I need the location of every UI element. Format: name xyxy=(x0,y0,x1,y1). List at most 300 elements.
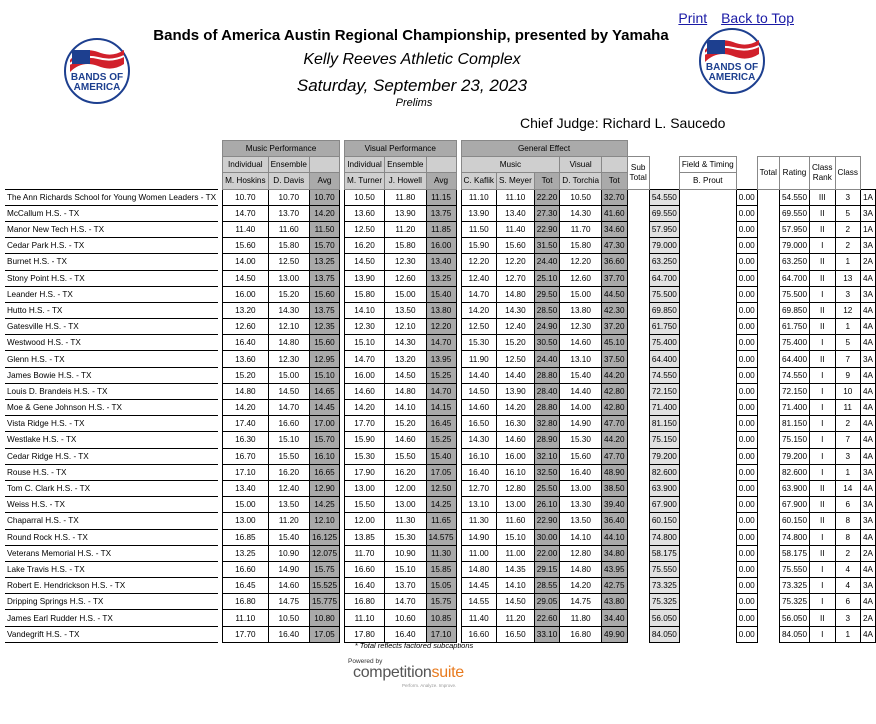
score-cell: 14.40 xyxy=(560,383,602,399)
score-cell: 15.60 xyxy=(309,335,339,351)
table-row xyxy=(5,319,876,335)
score-cell: 15.00 xyxy=(385,286,426,302)
score-cell: I xyxy=(810,335,835,351)
score-cell: 57.950 xyxy=(779,221,809,237)
round-label: Prelims xyxy=(395,97,433,109)
score-cell: 15.90 xyxy=(345,432,385,448)
general-effect-header: General Effect xyxy=(461,141,627,157)
score-cell: 33.10 xyxy=(534,626,560,642)
score-cell: 4A xyxy=(860,448,875,464)
score-cell: 13.75 xyxy=(426,205,456,221)
school-name: Vista Ridge H.S. - TX xyxy=(5,416,218,432)
score-cell: 12.40 xyxy=(497,319,535,335)
score-cell: 13.90 xyxy=(385,205,426,221)
score-cell: 15.30 xyxy=(345,448,385,464)
score-cell: 14.20 xyxy=(560,578,602,594)
score-cell: 0.00 xyxy=(736,189,757,205)
score-cell: 64.400 xyxy=(649,351,679,367)
score-cell: 22.90 xyxy=(534,221,560,237)
score-cell: 74.550 xyxy=(649,367,679,383)
music-performance-header: Music Performance xyxy=(223,141,340,157)
score-cell: 12.00 xyxy=(345,513,385,529)
score-cell: 60.150 xyxy=(649,513,679,529)
score-cell: 10.60 xyxy=(385,610,426,626)
score-cell: 11 xyxy=(835,400,860,416)
score-cell: 14 xyxy=(835,480,860,496)
score-cell: 79.200 xyxy=(779,448,809,464)
score-cell: 16.50 xyxy=(497,626,535,642)
score-cell: 13.80 xyxy=(560,302,602,318)
subheader: Class xyxy=(835,157,860,189)
score-cell: 15.40 xyxy=(268,529,309,545)
judge-header: C. Kaflik xyxy=(461,173,496,189)
score-cell: 12.30 xyxy=(385,254,426,270)
score-cell: 15.30 xyxy=(461,335,496,351)
score-cell: 13.40 xyxy=(426,254,456,270)
top-links xyxy=(668,10,794,26)
score-cell: 29.05 xyxy=(534,594,560,610)
print-link[interactable]: Print xyxy=(678,10,708,26)
judge-header: Tot xyxy=(602,173,628,189)
score-cell: 14.75 xyxy=(268,594,309,610)
score-cell: 4A xyxy=(860,400,875,416)
score-cell: 16.20 xyxy=(345,238,385,254)
score-cell: 69.850 xyxy=(649,302,679,318)
score-cell: 16.45 xyxy=(426,416,456,432)
score-cell: 15.10 xyxy=(309,367,339,383)
score-cell: 8 xyxy=(835,529,860,545)
score-cell: 75.500 xyxy=(779,286,809,302)
judge-header: B. Prout xyxy=(679,173,736,189)
score-cell: 2 xyxy=(835,416,860,432)
score-cell: 14.60 xyxy=(385,432,426,448)
score-cell: 13.90 xyxy=(461,205,496,221)
brand-tagline: Perform. Analyze. Improve. xyxy=(402,683,457,688)
score-cell: 32.50 xyxy=(534,464,560,480)
score-cell: 58.175 xyxy=(779,545,809,561)
score-cell: 17.10 xyxy=(426,626,456,642)
svg-text:BANDS OF: BANDS OF xyxy=(70,72,124,83)
judge-header: D. Davis xyxy=(268,173,309,189)
school-name: Manor New Tech H.S. - TX xyxy=(5,221,218,237)
score-cell: 12 xyxy=(835,302,860,318)
score-cell: 12.20 xyxy=(426,319,456,335)
school-name: Rouse H.S. - TX xyxy=(5,464,218,480)
score-cell: II xyxy=(810,480,835,496)
score-cell: 0.00 xyxy=(736,319,757,335)
table-row xyxy=(5,594,876,610)
score-cell: 4A xyxy=(860,594,875,610)
score-cell: 45.10 xyxy=(602,335,628,351)
scores-table-body xyxy=(5,189,876,642)
score-cell: 2A xyxy=(860,610,875,626)
score-cell: 11.10 xyxy=(461,189,496,205)
table-row xyxy=(5,626,876,642)
score-cell: 14.00 xyxy=(560,400,602,416)
score-cell: 16.45 xyxy=(223,578,269,594)
table-row xyxy=(5,286,876,302)
score-cell: 16.50 xyxy=(461,416,496,432)
score-cell: 16.10 xyxy=(309,448,339,464)
score-cell: 69.550 xyxy=(649,205,679,221)
score-cell: 12.20 xyxy=(560,254,602,270)
score-cell: 71.400 xyxy=(649,400,679,416)
score-cell: 13.60 xyxy=(223,351,269,367)
score-cell: 58.175 xyxy=(649,545,679,561)
score-cell: 16.80 xyxy=(223,594,269,610)
subheader: Rating xyxy=(779,157,809,189)
score-cell: 14.80 xyxy=(461,561,496,577)
score-cell: 15.50 xyxy=(385,448,426,464)
score-cell: 47.70 xyxy=(602,416,628,432)
score-cell: 81.150 xyxy=(649,416,679,432)
score-cell: 74.550 xyxy=(779,367,809,383)
score-cell: 13.50 xyxy=(385,302,426,318)
table-row xyxy=(5,221,876,237)
score-cell: 13.25 xyxy=(223,545,269,561)
score-cell: I xyxy=(810,286,835,302)
score-cell: I xyxy=(810,594,835,610)
score-cell: 61.750 xyxy=(649,319,679,335)
score-cell: I xyxy=(810,448,835,464)
score-cell: 14.70 xyxy=(268,400,309,416)
score-cell: 47.70 xyxy=(602,448,628,464)
score-cell: 82.600 xyxy=(779,464,809,480)
score-cell: I xyxy=(810,383,835,399)
score-cell: 16.60 xyxy=(345,561,385,577)
score-cell: 15.60 xyxy=(497,238,535,254)
score-cell: 14.50 xyxy=(385,367,426,383)
score-cell: 28.80 xyxy=(534,367,560,383)
score-cell: 79.200 xyxy=(649,448,679,464)
table-row xyxy=(5,529,876,545)
score-cell: 12.50 xyxy=(461,319,496,335)
score-cell: 0.00 xyxy=(736,610,757,626)
score-cell: 15.25 xyxy=(426,367,456,383)
score-cell: 15.40 xyxy=(426,448,456,464)
score-cell: 16.10 xyxy=(461,448,496,464)
score-cell: 13.20 xyxy=(223,302,269,318)
school-name: Vandegrift H.S. - TX xyxy=(5,626,218,642)
score-cell: 14.90 xyxy=(461,529,496,545)
score-cell: 13.90 xyxy=(497,383,535,399)
score-cell: 4A xyxy=(860,335,875,351)
school-name: Burnet H.S. - TX xyxy=(5,254,218,270)
school-name: Veterans Memorial H.S. - TX xyxy=(5,545,218,561)
score-cell: 14.50 xyxy=(223,270,269,286)
score-cell: 3A xyxy=(860,578,875,594)
score-cell: 30.00 xyxy=(534,529,560,545)
table-row xyxy=(5,480,876,496)
subheader: Visual xyxy=(560,157,602,173)
score-cell: 15.50 xyxy=(345,497,385,513)
score-cell: 14.25 xyxy=(309,497,339,513)
brand-text-b: suite xyxy=(431,664,464,681)
score-cell: 0.00 xyxy=(736,416,757,432)
score-cell: 14.20 xyxy=(309,205,339,221)
score-cell: 0.00 xyxy=(736,497,757,513)
score-cell: 14.50 xyxy=(268,383,309,399)
score-cell: I xyxy=(810,367,835,383)
score-cell: 10.50 xyxy=(560,189,602,205)
score-cell: 10.80 xyxy=(309,610,339,626)
score-cell: 13.75 xyxy=(309,302,339,318)
score-cell: 14.90 xyxy=(268,561,309,577)
score-cell: 28.55 xyxy=(534,578,560,594)
score-cell: I xyxy=(810,529,835,545)
score-cell: 14.20 xyxy=(497,400,535,416)
school-name: Chaparral H.S. - TX xyxy=(5,513,218,529)
score-cell: 12.50 xyxy=(345,221,385,237)
score-cell: 0.00 xyxy=(736,383,757,399)
score-cell: 14.20 xyxy=(223,400,269,416)
score-cell: 13.00 xyxy=(560,480,602,496)
score-cell: 75.400 xyxy=(649,335,679,351)
score-cell: II xyxy=(810,545,835,561)
score-cell: II xyxy=(810,497,835,513)
score-cell: I xyxy=(810,561,835,577)
score-cell: 29.15 xyxy=(534,561,560,577)
score-cell: 1 xyxy=(835,626,860,642)
score-cell: 12.40 xyxy=(461,270,496,286)
score-cell: 13.20 xyxy=(385,351,426,367)
score-cell: 24.40 xyxy=(534,351,560,367)
score-cell: 11.85 xyxy=(426,221,456,237)
judge-header: Avg xyxy=(309,173,339,189)
school-name: Tom C. Clark H.S. - TX xyxy=(5,480,218,496)
score-cell: 0.00 xyxy=(736,302,757,318)
score-cell: 34.40 xyxy=(602,610,628,626)
score-cell: 5 xyxy=(835,335,860,351)
table-row xyxy=(5,254,876,270)
score-cell: 64.700 xyxy=(779,270,809,286)
score-cell: 0.00 xyxy=(736,221,757,237)
score-cell: 14.20 xyxy=(345,400,385,416)
table-row xyxy=(5,335,876,351)
score-cell: 15.20 xyxy=(385,416,426,432)
school-name: Lake Travis H.S. - TX xyxy=(5,561,218,577)
score-cell: 13 xyxy=(835,270,860,286)
score-cell: 17.00 xyxy=(309,416,339,432)
score-cell: 11.70 xyxy=(560,221,602,237)
score-cell: 11.40 xyxy=(497,221,535,237)
subheader: Music xyxy=(461,157,560,173)
score-cell: 14.70 xyxy=(385,594,426,610)
score-cell: 32.70 xyxy=(602,189,628,205)
score-cell: 16.40 xyxy=(385,626,426,642)
score-cell: 15.20 xyxy=(268,286,309,302)
school-name: Moe & Gene Johnson H.S. - TX xyxy=(5,400,218,416)
back-to-top-link[interactable]: Back to Top xyxy=(721,10,794,26)
school-name: The Ann Richards School for Young Women Leaders - TX xyxy=(5,189,218,205)
score-cell: 2A xyxy=(860,545,875,561)
score-cell: 12.70 xyxy=(461,480,496,496)
score-cell: 43.80 xyxy=(602,594,628,610)
score-cell: 13.25 xyxy=(309,254,339,270)
score-cell: 16.70 xyxy=(223,448,269,464)
score-cell: 0.00 xyxy=(736,561,757,577)
score-cell: 12.60 xyxy=(560,270,602,286)
score-cell: 0.00 xyxy=(736,448,757,464)
score-cell: 16.00 xyxy=(345,367,385,383)
score-cell: 14.30 xyxy=(560,205,602,221)
score-cell: 22.60 xyxy=(534,610,560,626)
subheader: Ensemble xyxy=(385,157,426,173)
school-name: Round Rock H.S. - TX xyxy=(5,529,218,545)
score-cell: 17.05 xyxy=(426,464,456,480)
score-cell: 14.10 xyxy=(345,302,385,318)
score-cell: 15.775 xyxy=(309,594,339,610)
score-cell: 16.10 xyxy=(497,464,535,480)
score-cell: 15.05 xyxy=(426,578,456,594)
score-cell: 57.950 xyxy=(649,221,679,237)
score-cell: 12.80 xyxy=(560,545,602,561)
score-cell: 36.40 xyxy=(602,513,628,529)
score-cell: 64.700 xyxy=(649,270,679,286)
score-cell: II xyxy=(810,610,835,626)
score-cell: 12.90 xyxy=(309,480,339,496)
score-cell: 12.80 xyxy=(497,480,535,496)
score-cell: II xyxy=(810,205,835,221)
score-cell: 4A xyxy=(860,367,875,383)
score-cell: I xyxy=(810,416,835,432)
score-cell: 10.90 xyxy=(268,545,309,561)
score-cell: 17.70 xyxy=(345,416,385,432)
score-cell: 14.40 xyxy=(461,367,496,383)
score-cell: 4A xyxy=(860,383,875,399)
score-cell: 13.80 xyxy=(426,302,456,318)
score-cell: 3A xyxy=(860,351,875,367)
score-cell: 0.00 xyxy=(736,270,757,286)
score-cell: 4A xyxy=(860,319,875,335)
score-cell: 13.60 xyxy=(345,205,385,221)
score-cell: 14.50 xyxy=(461,383,496,399)
score-cell: 54.550 xyxy=(779,189,809,205)
score-cell: 75.325 xyxy=(779,594,809,610)
score-cell: 44.10 xyxy=(602,529,628,545)
score-cell: 11.70 xyxy=(345,545,385,561)
score-cell: 11.60 xyxy=(268,221,309,237)
chief-judge: Chief Judge: Richard L. Saucedo xyxy=(520,115,726,131)
score-cell: 63.250 xyxy=(779,254,809,270)
score-cell: 43.95 xyxy=(602,561,628,577)
score-cell: 15.30 xyxy=(385,529,426,545)
score-cell: 11.20 xyxy=(385,221,426,237)
score-cell: 14.30 xyxy=(268,302,309,318)
table-row xyxy=(5,416,876,432)
score-cell: 14.10 xyxy=(560,529,602,545)
score-cell: 3A xyxy=(860,238,875,254)
score-cell: 2 xyxy=(835,545,860,561)
score-cell: 44.20 xyxy=(602,367,628,383)
score-cell: 49.90 xyxy=(602,626,628,642)
score-cell: 13.70 xyxy=(268,205,309,221)
score-cell: 15.80 xyxy=(268,238,309,254)
score-cell: 4A xyxy=(860,561,875,577)
score-cell: 2A xyxy=(860,254,875,270)
school-name: Robert E. Hendrickson H.S. - TX xyxy=(5,578,218,594)
score-cell: 16.85 xyxy=(223,529,269,545)
table-row xyxy=(5,610,876,626)
score-cell: 2 xyxy=(835,221,860,237)
score-cell: 0.00 xyxy=(736,238,757,254)
score-cell: 0.00 xyxy=(736,205,757,221)
score-cell: 81.150 xyxy=(779,416,809,432)
score-cell: 12.30 xyxy=(345,319,385,335)
score-cell: 16.40 xyxy=(461,464,496,480)
school-name: Dripping Springs H.S. - TX xyxy=(5,594,218,610)
score-cell: 61.750 xyxy=(779,319,809,335)
svg-text:BANDS OF: BANDS OF xyxy=(705,62,759,73)
score-cell: I xyxy=(810,626,835,642)
score-cell: 27.30 xyxy=(534,205,560,221)
score-cell: 38.50 xyxy=(602,480,628,496)
score-cell: 15.50 xyxy=(268,448,309,464)
score-cell: 4A xyxy=(860,270,875,286)
score-cell: 15.75 xyxy=(426,594,456,610)
score-cell: 36.60 xyxy=(602,254,628,270)
score-cell: 14.80 xyxy=(223,383,269,399)
score-cell: 0.00 xyxy=(736,254,757,270)
school-name: Gatesville H.S. - TX xyxy=(5,319,218,335)
score-cell: 15.525 xyxy=(309,578,339,594)
score-cell: 14.70 xyxy=(223,205,269,221)
score-cell: 4A xyxy=(860,416,875,432)
score-cell: 1A xyxy=(860,221,875,237)
score-cell: 75.550 xyxy=(649,561,679,577)
score-cell: 16.20 xyxy=(268,464,309,480)
score-cell: 69.550 xyxy=(779,205,809,221)
score-cell: 14.75 xyxy=(560,594,602,610)
score-cell: 17.10 xyxy=(223,464,269,480)
score-cell: 64.400 xyxy=(779,351,809,367)
score-cell: 67.900 xyxy=(649,497,679,513)
score-cell: 16.40 xyxy=(223,335,269,351)
score-cell: 11.40 xyxy=(223,221,269,237)
score-cell: 17.40 xyxy=(223,416,269,432)
judge-header: S. Meyer xyxy=(497,173,535,189)
score-cell: 13.10 xyxy=(461,497,496,513)
school-name: Glenn H.S. - TX xyxy=(5,351,218,367)
table-row xyxy=(5,205,876,221)
score-cell: II xyxy=(810,351,835,367)
score-cell: 12.00 xyxy=(385,480,426,496)
score-cell: 15.00 xyxy=(268,367,309,383)
judge-header: Avg xyxy=(426,173,456,189)
score-cell: 16.60 xyxy=(223,561,269,577)
score-cell: 15.40 xyxy=(560,367,602,383)
score-cell: 1 xyxy=(835,254,860,270)
table-row xyxy=(5,351,876,367)
score-cell: 16.60 xyxy=(461,626,496,642)
score-cell: 3 xyxy=(835,189,860,205)
score-cell: 0.00 xyxy=(736,480,757,496)
score-cell: 15.60 xyxy=(223,238,269,254)
score-cell: 42.30 xyxy=(602,302,628,318)
score-cell: 63.900 xyxy=(649,480,679,496)
score-cell: II xyxy=(810,513,835,529)
score-cell: 10.70 xyxy=(223,189,269,205)
score-cell: 0.00 xyxy=(736,545,757,561)
score-cell: 16.20 xyxy=(385,464,426,480)
score-cell: I xyxy=(810,464,835,480)
score-cell: 79.000 xyxy=(779,238,809,254)
score-cell: 12.35 xyxy=(309,319,339,335)
score-cell: 15.85 xyxy=(426,561,456,577)
score-cell: 25.50 xyxy=(534,480,560,496)
score-cell: 14.70 xyxy=(461,286,496,302)
score-cell: 3A xyxy=(860,286,875,302)
